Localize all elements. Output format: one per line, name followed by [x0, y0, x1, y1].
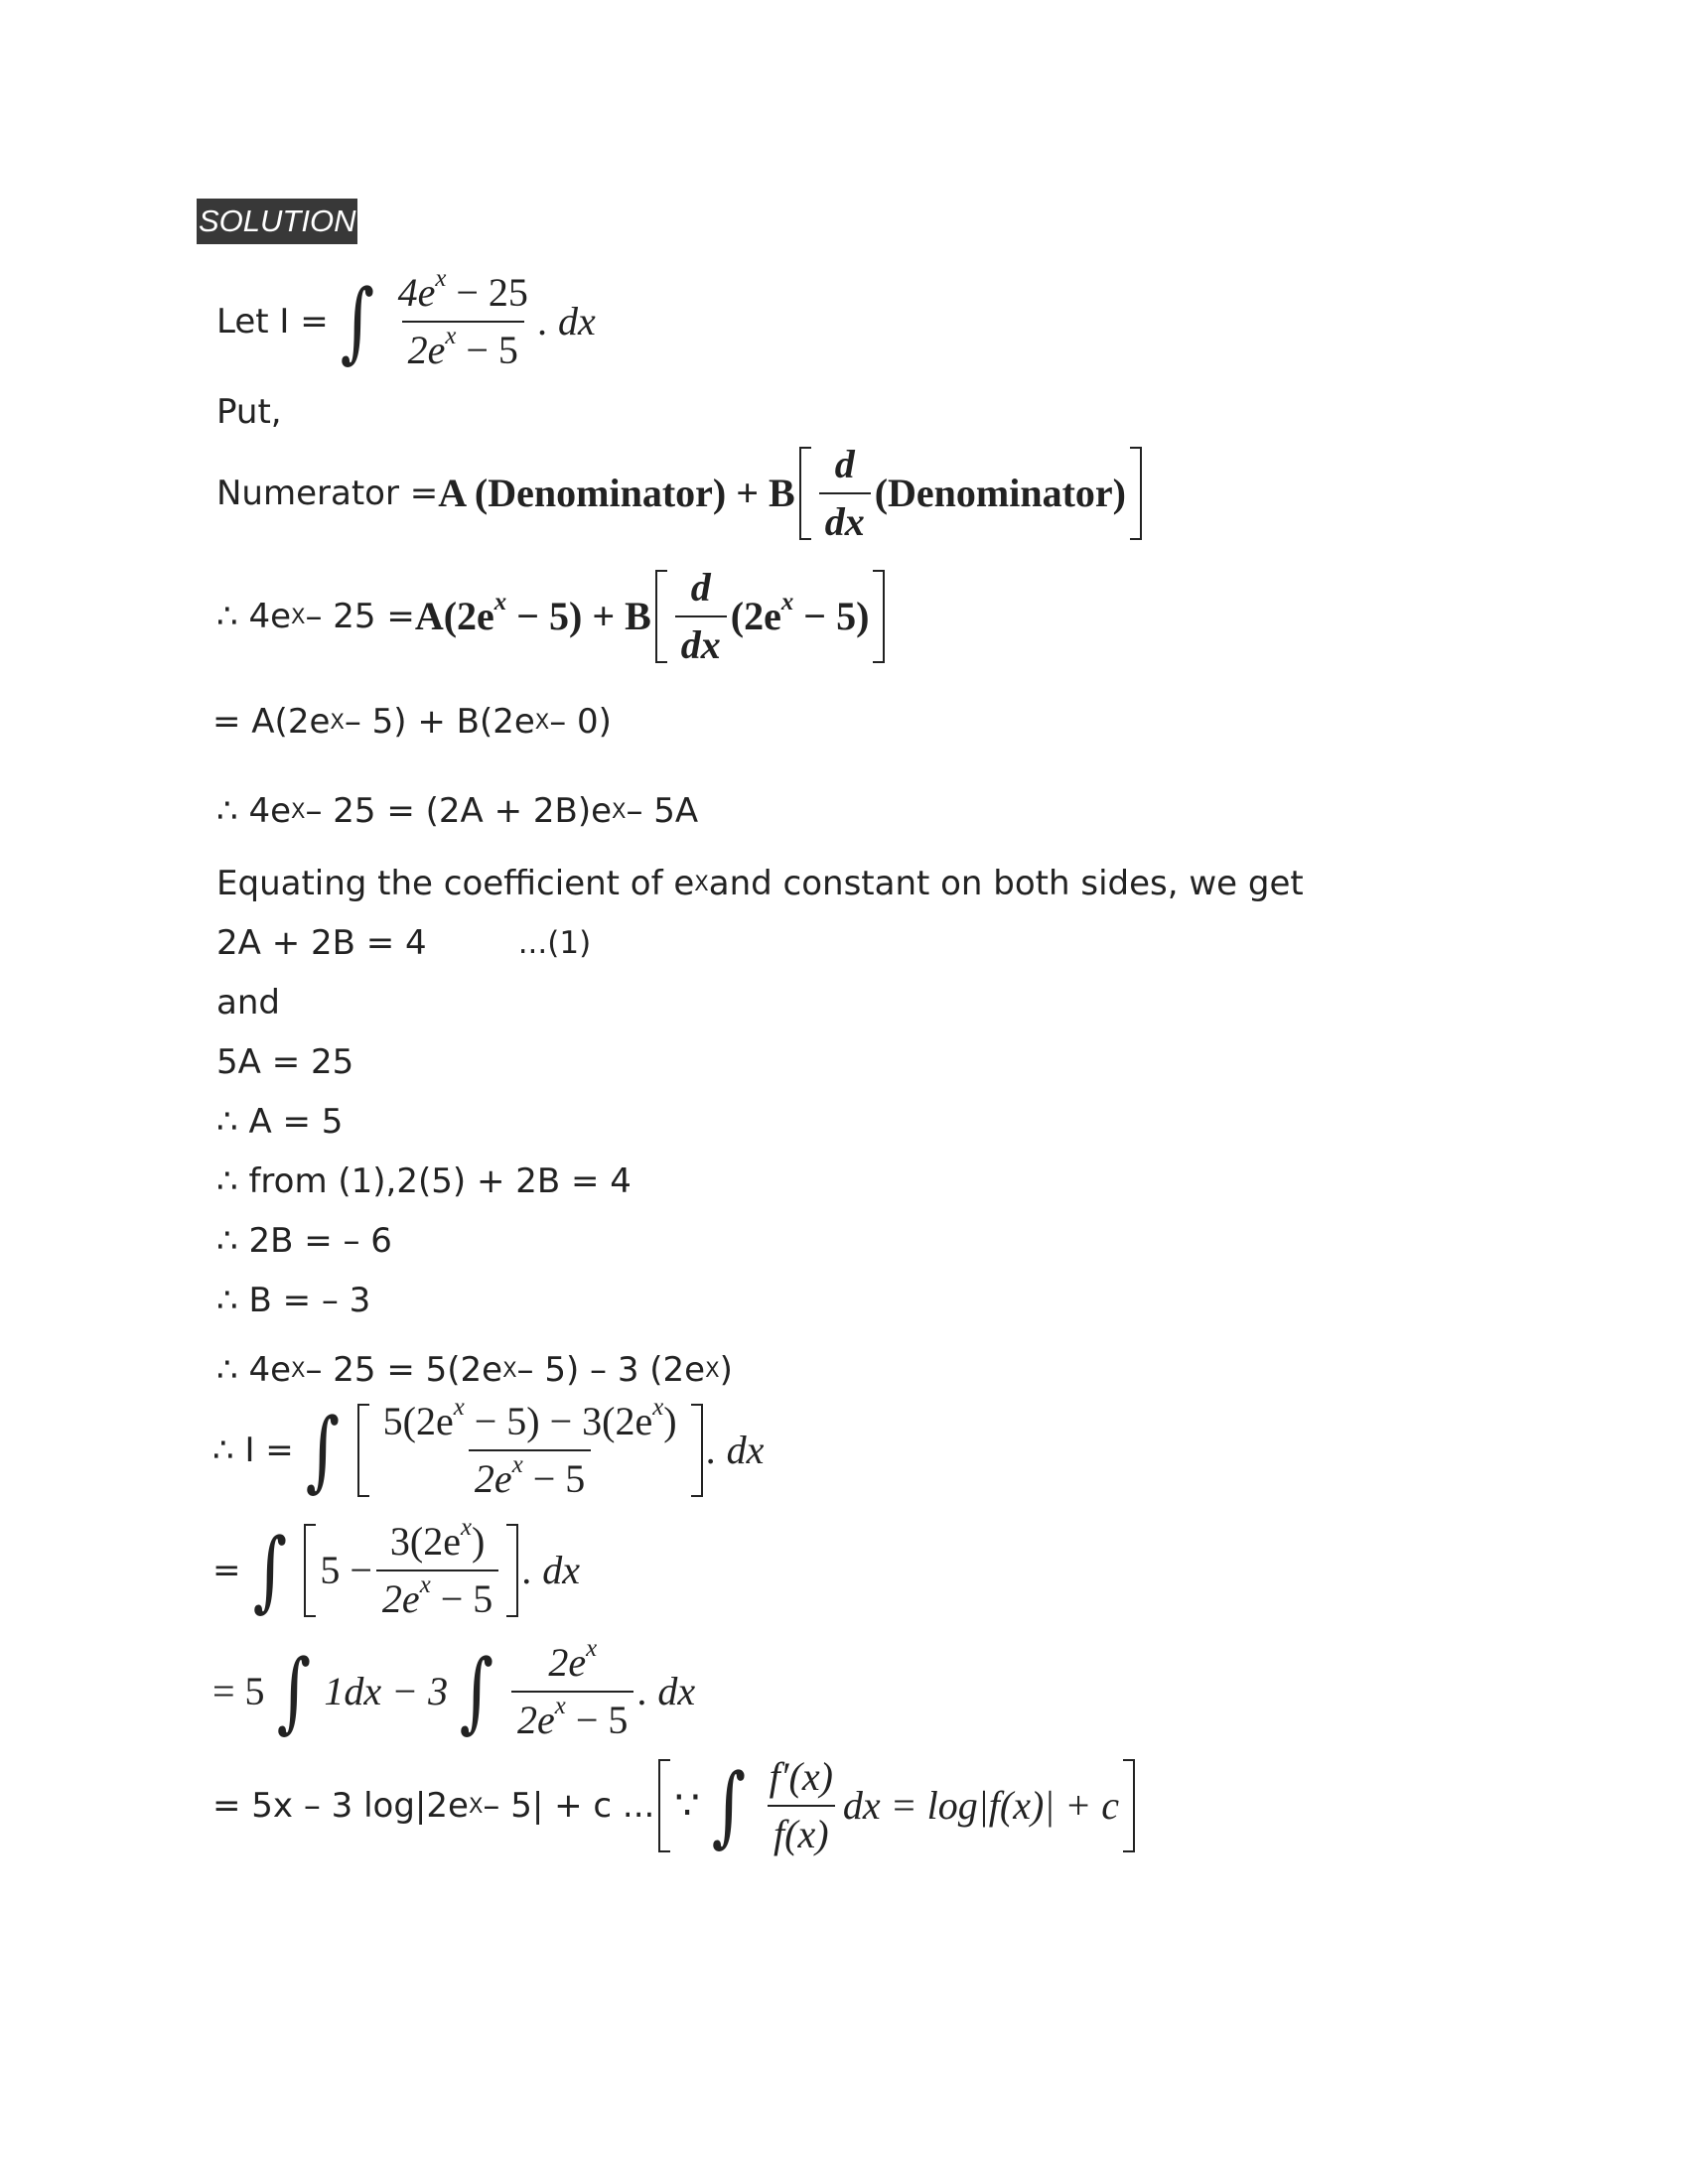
bracket-right	[1123, 1759, 1135, 1852]
bracket-left	[304, 1524, 316, 1617]
integral-sign: ∫	[276, 1640, 311, 1742]
substitute-line: ∴ from (1),2(5) + 2B = 4	[216, 1161, 632, 1201]
line-split: = 5 ∫ 1dx − 3 ∫ $\frac{2e^x}{2e^x - 5}$ . dx	[212, 1635, 696, 1742]
integral-sign: ∫	[252, 1519, 287, 1621]
result-b: ∴ B = – 3	[216, 1281, 371, 1320]
line-identity: ∴ 4e X – 25 = $A(2e^x - 5) + B$ $\frac{d}{dx}$ $(2e^x - 5)$	[216, 568, 889, 665]
dx-tail: . dx	[537, 299, 596, 343]
numerator-label: Numerator =	[216, 474, 439, 513]
bracket-left	[357, 1404, 369, 1497]
line-expand: = A(2e X – 5) + B(2e X – 0)	[212, 702, 612, 742]
result-a: ∴ A = 5	[216, 1102, 344, 1142]
integral-sign: ∫	[305, 1399, 340, 1501]
integral-sign: ∫	[459, 1640, 494, 1742]
result-2b: ∴ 2B = – 6	[216, 1221, 392, 1261]
derivative-fraction: $\frac{d}{dx}$	[819, 445, 871, 542]
line-let-i	[216, 265, 596, 372]
bracket-left	[799, 447, 811, 540]
line-equating: Equating the coefficient of e X and constant on both sides, we get	[216, 864, 1304, 903]
integral-sign: ∫	[711, 1754, 746, 1856]
integral-sign: ∫	[340, 270, 374, 372]
bracket-right	[873, 570, 885, 663]
derivative-fraction: $\frac{d}{dx}$	[675, 568, 727, 665]
line-integral-rewrite: ∴ I = ∫ $\frac{5(2e^x - 5) - 3(2e^x)}{2e^x - 5}$ . dx	[212, 1394, 765, 1501]
line-simplify: = ∫ 5 − $\frac{3(2e^x)}{2e^x - 5}$ . dx	[212, 1514, 581, 1621]
equation-tag: ...(1)	[517, 924, 592, 961]
solution-badge: SOLUTION	[197, 199, 357, 244]
put-line: Put,	[216, 392, 282, 432]
fraction: $\frac{5(2e^x - 5) - 3(2e^x)}{2e^x - 5}$	[382, 1394, 677, 1501]
bracket-right	[506, 1524, 518, 1617]
bracket-right	[1130, 447, 1142, 540]
fraction: $\frac{3(2e^x)}{2e^x - 5}$	[376, 1522, 498, 1619]
line-rewrite: ∴ 4e X – 25 = 5(2e X – 5) – 3 (2e X )	[216, 1350, 733, 1390]
and-line: and	[216, 983, 280, 1023]
equation-2: 5A = 25	[216, 1042, 354, 1082]
line-result: = 5x – 3 log|2e X – 5| + c ... ∵ ∫ $\frac{f'(x)}{f(x)}$ dx = log|f(x)| + c	[212, 1757, 1139, 1854]
line-numerator: Numerator = A (Denominator) + B $\frac{d}{dx}$ (Denominator)	[216, 445, 1146, 542]
line-collect: ∴ 4e X – 25 = (2A + 2B)e X – 5A	[216, 791, 699, 831]
let-label: Let I =	[216, 302, 329, 341]
fraction: $\frac{4e^x - 25}{2e^x - 5}$	[397, 265, 528, 372]
bracket-left	[655, 570, 667, 663]
bracket-right	[691, 1404, 703, 1497]
equation-1: 2A + 2B = 4 ...(1)	[216, 923, 592, 963]
fraction: $\frac{2e^x}{2e^x - 5}$	[511, 1643, 633, 1740]
bracket-left	[658, 1759, 670, 1852]
fraction: $\frac{f'(x)}{f(x)}$	[769, 1754, 833, 1856]
